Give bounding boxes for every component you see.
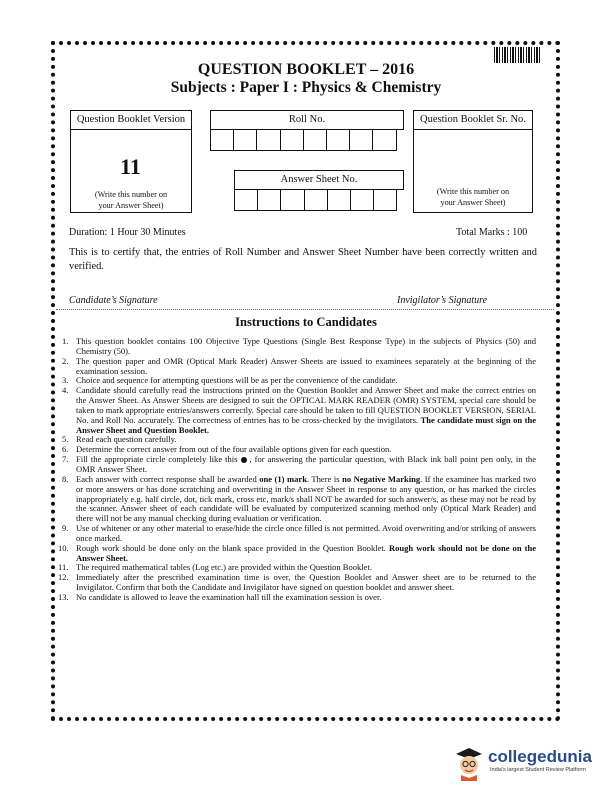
- list-item: [62, 357, 536, 377]
- item-text: Use of whitener or any other material to erase/hide the circle once filled is not permitted. Avoid overwriting and/or striking of answers once marked.: [76, 523, 536, 543]
- item-text: The question paper and OMR (Optical Mark Reader) Answer Sheets are issued to examinees separately at the beginning of the examination session.: [76, 355, 536, 376]
- certify-statement: This is to certify that, the entries of Roll Number and Answer Sheet Number have been correctly written and verified.: [69, 247, 537, 272]
- roll-cell[interactable]: [303, 129, 327, 151]
- item-text: No candidate is allowed to leave the examination hall till the examination session is over.: [76, 591, 382, 602]
- answer-sheet-cell[interactable]: [327, 189, 351, 211]
- roll-cell[interactable]: [256, 129, 280, 151]
- item-bold-text: one (1) mark: [259, 473, 307, 484]
- item-text: Each answer with correct response shall be awarded: [76, 473, 257, 484]
- list-item: [58, 542, 536, 564]
- duration: Duration: 1 Hour 30 Minutes: [69, 227, 186, 238]
- item-text: Choice and sequence for attempting questions will be as per the convenience of the candidate.: [76, 375, 398, 386]
- roll-number-cells[interactable]: [210, 129, 397, 151]
- signature-divider: [56, 309, 554, 310]
- item-number: 1.: [62, 336, 69, 346]
- list-item: [62, 386, 536, 435]
- list-item: [58, 591, 536, 603]
- item-number: 10.: [58, 542, 69, 553]
- item-text: The required mathematical tables (Log etc.) are provided within the Question Booklet.: [76, 562, 372, 573]
- invigilator-signature-label: Invigilator’s Signature: [397, 295, 488, 306]
- item-number: 6.: [62, 444, 69, 455]
- answer-sheet-label: Answer Sheet No.: [234, 170, 404, 190]
- list-item: [62, 455, 536, 475]
- item-text: Rough work should be done only on the blank space provided in the Question Booklet.: [76, 542, 386, 553]
- item-bold-text: Rough work should not be done on the Answer Sheet.: [76, 542, 536, 563]
- collegedunia-logo[interactable]: [452, 745, 602, 783]
- item-number: 4.: [62, 385, 69, 396]
- roll-cell[interactable]: [349, 129, 373, 151]
- total-marks: Total Marks : 100: [456, 227, 528, 238]
- roll-cell[interactable]: [233, 129, 257, 151]
- answer-sheet-cell[interactable]: [373, 189, 397, 211]
- item-number: 11.: [58, 562, 69, 573]
- item-number: 8.: [62, 473, 69, 484]
- item-text: Determine the correct answer from out of the four available options given for each question.: [76, 444, 392, 455]
- list-item: [58, 572, 536, 593]
- answer-sheet-cell[interactable]: [257, 189, 281, 211]
- item-text: . There is: [306, 473, 340, 484]
- item-text: Read each question carefully.: [76, 434, 177, 445]
- item-text: Fill the appropriate circle completely like this: [76, 454, 238, 465]
- roll-cell[interactable]: [372, 129, 396, 151]
- item-number: 7.: [62, 454, 69, 465]
- item-text: . If the examinee has marked two or more answers or has done scratching and overwriting in the Answer Sheet in response to any question, or has marked the circles inappropriately e.g. half circle, dot, tick mark, cross etc, mark/s shall NOT be awarded for such answer/s, as these may not be read by the scanner. Answer sheet of each candidate will be evaluated by computerized scanning method only (Optical Mark Reader) and there will not be any manual checking during evaluation or verification.: [76, 473, 536, 524]
- item-text: This question booklet contains 100 Objective Type Questions (Single Best Response Type) in the subjects of Physics (50) and Chemistry (50).: [76, 336, 536, 356]
- student-mascot-icon: [452, 745, 486, 781]
- item-bold-text: no Negative Marking: [342, 473, 421, 484]
- filled-circle-icon: [241, 457, 247, 463]
- booklet-subtitle: Subjects : Paper I : Physics & Chemistry: [170, 79, 442, 96]
- candidate-signature-label: Candidate’s Signature: [69, 295, 158, 306]
- item-number: 2.: [62, 355, 69, 366]
- version-note-line-2: your Answer Sheet): [98, 201, 164, 210]
- item-number: 9.: [62, 523, 69, 534]
- brand-tagline: India's largest Student Review Platform: [490, 767, 586, 773]
- roll-cell[interactable]: [280, 129, 304, 151]
- list-item: [62, 524, 536, 544]
- item-text: , for answering the particular question, with Black ink ball point pen only, in the OMR Answer Sheet.: [76, 454, 536, 474]
- brand-name: collegedunia: [488, 747, 592, 766]
- version-note-line-1: (Write this number on: [94, 190, 168, 199]
- item-number: 12.: [58, 572, 69, 583]
- serial-note-line-2: your Answer Sheet): [440, 198, 506, 207]
- version-label: Question Booklet Version: [70, 110, 192, 130]
- roll-cell[interactable]: [326, 129, 350, 151]
- instructions-list: [58, 336, 536, 603]
- item-number: 5.: [62, 434, 69, 445]
- item-bold-text: The candidate must sign on the Answer Sheet and Question Booklet.: [76, 414, 536, 435]
- serial-note: [413, 186, 533, 208]
- answer-sheet-cell[interactable]: [304, 189, 328, 211]
- roll-cell[interactable]: [210, 129, 234, 151]
- instructions-title: Instructions to Candidates: [235, 315, 377, 329]
- list-item: [62, 337, 536, 357]
- booklet-title: QUESTION BOOKLET – 2016: [197, 61, 415, 78]
- roll-label: Roll No.: [210, 110, 404, 130]
- serial-note-line-1: (Write this number on: [436, 187, 510, 196]
- version-value: 11: [120, 154, 141, 179]
- answer-sheet-cell[interactable]: [234, 189, 258, 211]
- item-number: 13.: [58, 591, 69, 602]
- item-text: Candidate should carefully read the instructions printed on the Question Booklet and Answer Sheet and make the correct entries on the Answer Sheet. As Answer Sheets are designed to suit the OPTICAL MARK READER (OMR) SYSTEM, special care should be taken to mark appropriate entries/answers correctly. Special care should be taken to fill QUESTION BOOKLET VERSION, SERIAL No. and Roll No. accurately. The correctness of entries has to be cross-checked by the invigilators.: [76, 385, 536, 425]
- answer-sheet-cells[interactable]: [234, 189, 397, 211]
- serial-label: Question Booklet Sr. No.: [413, 110, 533, 130]
- version-note: [70, 189, 192, 211]
- item-text: Immediately after the prescribed examination time is over, the Question Booklet and Answer sheet are to be returned to the Invigilator. Confirm that both the Candidate and Invigilator have signed on question booklet and answer sheet.: [76, 572, 536, 593]
- list-item: [62, 475, 536, 524]
- answer-sheet-cell[interactable]: [350, 189, 374, 211]
- answer-sheet-cell[interactable]: [280, 189, 304, 211]
- item-number: 3.: [62, 375, 69, 386]
